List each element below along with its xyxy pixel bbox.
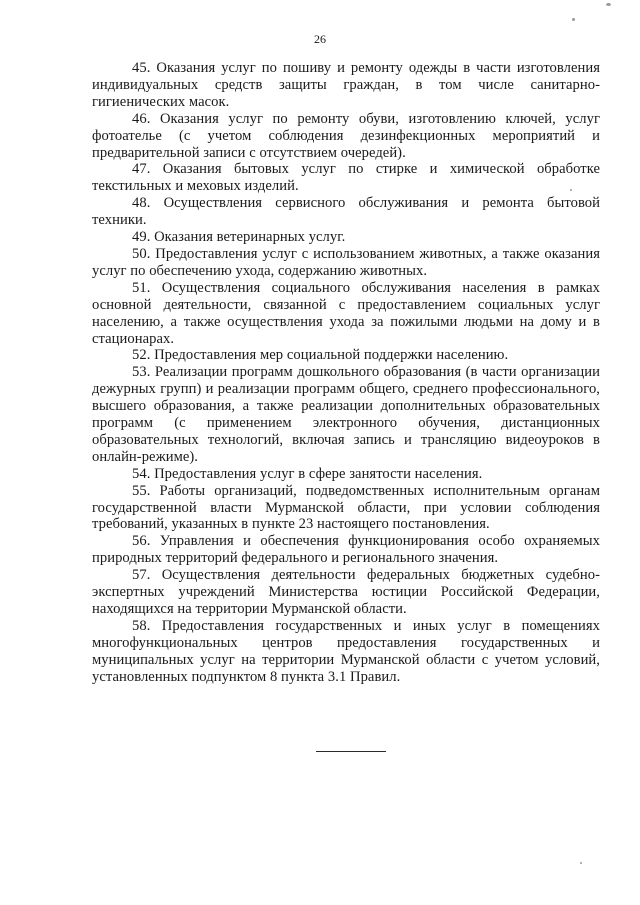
paragraph-item-45: 45. Оказания услуг по пошиву и ремонту одежды в части изготовления индивидуальных средств защиты граждан, в том числе санитарно-гигиенических масок. — [92, 60, 600, 110]
paragraph-item-57: 57. Осуществления деятельности федеральных бюджетных судебно-экспертных учреждений Министерства юстиции Российской Федерации, находящихся на территории Мурманской области. — [92, 567, 600, 617]
paragraph-item-58: 58. Предоставления государственных и иных услуг в помещениях многофункциональных центров предоставления государственных и муниципальных услуг на территории Мурманской области с учетом условий, установленных подпунктом 8 пункта 3.1 Правил. — [92, 617, 600, 685]
end-separator-line — [316, 751, 386, 752]
scan-speck — [572, 18, 575, 21]
paragraph-item-53: 53. Реализации программ дошкольного образования (в части организации дежурных групп) и реализации программ общего, среднего профессионального, высшего образования, а также реализации дополнительных образовательных программ (с применением электронного обучения, дистанционных образовательных технологий, включая запись и трансляцию видеоуроков в онлайн-режиме). — [92, 364, 600, 465]
paragraph-item-54: 54. Предоставления услуг в сфере занятости населения. — [132, 465, 483, 482]
scan-speck — [606, 3, 611, 6]
paragraph-item-56: 56. Управления и обеспечения функционирования особо охраняемых природных территорий федерального и регионального значения. — [92, 533, 600, 567]
paragraph-item-46: 46. Оказания услуг по ремонту обуви, изготовлению ключей, услуг фотоателье (с учетом соблюдения дезинфекционных мероприятий и предварительной записи с отсутствием очередей). — [92, 110, 600, 161]
paragraph-item-50: 50. Предоставления услуг с использованием животных, а также оказания услуг по обеспечению ухода, содержанию животных. — [92, 245, 600, 279]
paragraph-item-47: 47. Оказания бытовых услуг по стирке и химической обработке текстильных и меховых изделий. — [92, 161, 600, 195]
page-number: 26 — [314, 32, 326, 46]
paragraph-item-48: 48. Осуществления сервисного обслуживания и ремонта бытовой техники. — [92, 195, 600, 229]
paragraph-item-55: 55. Работы организаций, подведомственных исполнительным органам государственной власти Мурманской области, при условии соблюдения требований, указанных в пункте 23 настоящего постановления. — [92, 482, 600, 533]
scan-speck — [580, 862, 582, 864]
document-body — [92, 60, 600, 686]
scan-speck — [570, 189, 572, 191]
paragraph-item-49: 49. Оказания ветеринарных услуг. — [132, 229, 346, 246]
paragraph-item-51: 51. Осуществления социального обслуживания населения в рамках основной деятельности, связанной с предоставлением социальных услуг населению, а также осуществления ухода за пожилыми людьми на дому и в стационарах. — [92, 279, 600, 347]
paragraph-item-52: 52. Предоставления мер социальной поддержки населению. — [132, 347, 509, 364]
